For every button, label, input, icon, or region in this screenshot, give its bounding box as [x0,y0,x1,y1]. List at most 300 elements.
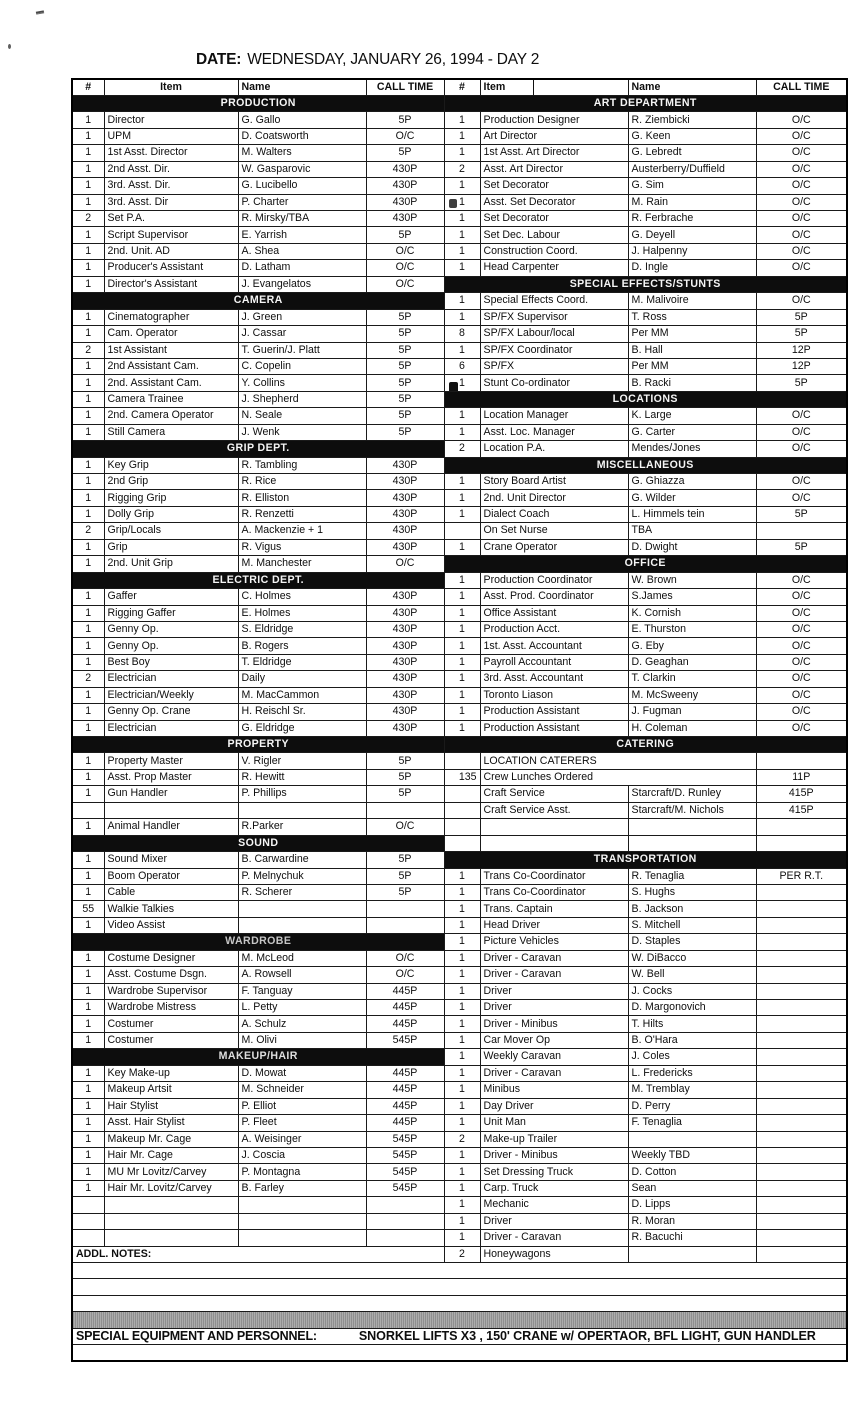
name-cell: S. Eldridge [238,621,366,637]
calltime-cell [366,901,444,917]
calltime-cell: 5P [366,309,444,325]
calltime-cell: O/C [366,950,444,966]
table-row [72,309,847,325]
num-cell: 1 [72,967,104,983]
calltime-cell: 430P [366,605,444,621]
table-row [72,737,847,753]
calltime-cell: 430P [366,490,444,506]
calltime-cell: 430P [366,654,444,670]
table-row [72,1065,847,1081]
calltime-cell: 445P [366,1082,444,1098]
calltime-cell: O/C [756,211,847,227]
num-cell: 1 [72,917,104,933]
num-cell: 1 [72,786,104,802]
name-cell: D. Staples [628,934,756,950]
num-cell: 1 [444,1098,480,1114]
table-row [72,1098,847,1114]
calltime-cell: 445P [366,1000,444,1016]
calltime-cell: 430P [366,589,444,605]
item-cell: Construction Coord. [480,243,628,259]
calltime-cell [756,1082,847,1098]
calltime-cell [756,1131,847,1147]
num-cell: 1 [444,243,480,259]
calltime-cell: O/C [756,441,847,457]
num-cell: 1 [72,819,104,835]
name-cell: B. O'Hara [628,1032,756,1048]
calltime-cell: 545P [366,1164,444,1180]
item-cell: Trans. Captain [480,901,628,917]
num-cell: 1 [444,1164,480,1180]
name-cell: Austerberry/Duffield [628,161,756,177]
item-cell: MU Mr Lovitz/Carvey [104,1164,238,1180]
num-cell: 1 [72,769,104,785]
name-cell: J. Coles [628,1049,756,1065]
item-cell: Makeup Artsit [104,1082,238,1098]
scan-artifact [8,44,11,49]
section-bar-art-department: ART DEPARTMENT [444,95,847,111]
num-cell: 1 [444,227,480,243]
name-cell: R. Scherer [238,884,366,900]
num-cell: 2 [72,671,104,687]
calltime-cell [756,1098,847,1114]
num-cell: 1 [444,1032,480,1048]
num-cell: 1 [72,605,104,621]
num-cell: 1 [72,227,104,243]
item-cell: Crane Operator [480,539,628,555]
num-cell: 1 [444,967,480,983]
section-bar-production: PRODUCTION [72,95,444,111]
name-cell: G. Deyell [628,227,756,243]
table-row [72,802,847,818]
name-cell: D. Lipps [628,1197,756,1213]
table-row [72,227,847,243]
calltime-cell [756,819,847,835]
addl-notes-label: ADDL. NOTES: [72,1246,444,1262]
calltime-cell [366,917,444,933]
name-cell: L. Himmels tein [628,506,756,522]
calltime-cell [366,802,444,818]
name-cell [238,802,366,818]
num-cell: 1 [444,474,480,490]
num-cell: 1 [72,408,104,424]
item-cell: 2nd. Camera Operator [104,408,238,424]
calltime-cell: 5P [366,145,444,161]
calltime-cell [756,1049,847,1065]
date-line [196,51,539,69]
calltime-cell [756,884,847,900]
item-cell: 2nd. Unit Director [480,490,628,506]
item-cell: Trans Co-Coordinator [480,868,628,884]
num-cell: 1 [72,1180,104,1196]
name-cell: B. Rogers [238,638,366,654]
calltime-cell: 5P [366,424,444,440]
name-cell: R. Hewitt [238,769,366,785]
name-cell: D. Dwight [628,539,756,555]
num-cell: 1 [72,375,104,391]
table-row [72,1082,847,1098]
calltime-cell: 415P [756,802,847,818]
num-cell: 2 [444,1131,480,1147]
num-cell: 1 [72,309,104,325]
calltime-cell: 445P [366,983,444,999]
item-cell: Set Dressing Truck [480,1164,628,1180]
num-cell: 1 [444,375,480,391]
name-cell: H. Coleman [628,720,756,736]
item-cell: Set Dec. Labour [480,227,628,243]
calltime-cell: O/C [756,161,847,177]
num-cell: 1 [444,1000,480,1016]
calltime-cell: 5P [756,506,847,522]
item-cell: Still Camera [104,424,238,440]
num-cell: 1 [72,983,104,999]
item-cell: Camera Trainee [104,391,238,407]
item-cell: Craft Service [480,786,628,802]
item-cell: 3rd. Asst. Dir [104,194,238,210]
section-bar-sound: SOUND [72,835,444,851]
name-cell: G. Gallo [238,112,366,128]
item-cell: Genny Op. [104,638,238,654]
name-cell: G. Lebredt [628,145,756,161]
item-cell: Carp. Truck [480,1180,628,1196]
item-cell: Production Assistant [480,704,628,720]
name-cell: T. Hilts [628,1016,756,1032]
calltime-cell: O/C [366,556,444,572]
name-cell: F. Tanguay [238,983,366,999]
num-cell: 1 [72,194,104,210]
item-cell: Set Decorator [480,178,628,194]
date-value: WEDNESDAY, JANUARY 26, 1994 - DAY 2 [247,51,540,68]
item-cell: 1st Assistant [104,342,238,358]
item-cell: Asst. Art Director [480,161,628,177]
table-row [72,293,847,309]
name-cell: R. Bacuchi [628,1230,756,1246]
calltime-cell: 430P [366,720,444,736]
item-cell: Day Driver [480,1098,628,1114]
calltime-cell: 415P [756,786,847,802]
name-cell: W. Brown [628,572,756,588]
calltime-cell: O/C [756,408,847,424]
calltime-cell: O/C [756,720,847,736]
calltime-cell: 430P [366,523,444,539]
item-cell: Asst. Hair Stylist [104,1115,238,1131]
num-cell: 1 [72,112,104,128]
calltime-cell: 430P [366,638,444,654]
item-cell: Driver - Caravan [480,967,628,983]
num-cell: 1 [444,490,480,506]
name-cell: A. Rowsell [238,967,366,983]
name-cell: Starcraft/M. Nichols [628,802,756,818]
special-equipment-row [72,1328,847,1344]
num-cell: 1 [72,358,104,374]
num-cell: 1 [72,326,104,342]
table-row [72,621,847,637]
col-header-name-left: Name [238,79,366,95]
table-row [72,769,847,785]
calltime-cell: 5P [366,884,444,900]
calltime-cell: O/C [756,490,847,506]
section-bar-makeup-hair: MAKEUP/HAIR [72,1049,444,1065]
name-cell: A. Mackenzie + 1 [238,523,366,539]
num-cell: 1 [444,1230,480,1246]
calltime-cell: O/C [756,589,847,605]
item-cell: 1st Asst. Art Director [480,145,628,161]
calltime-cell: 5P [756,309,847,325]
name-cell: D. Perry [628,1098,756,1114]
name-cell: R. Tambling [238,457,366,473]
item-cell: Head Driver [480,917,628,933]
section-bar-office: OFFICE [444,556,847,572]
item-cell: SP/FX [480,358,628,374]
table-row [72,638,847,654]
table-row [72,983,847,999]
table-row [72,1147,847,1163]
name-cell: Y. Collins [238,375,366,391]
special-equipment-label: SPECIAL EQUIPMENT AND PERSONNEL: [76,1328,317,1343]
num-cell: 1 [444,868,480,884]
calltime-cell [756,1213,847,1229]
num-cell: 1 [72,1147,104,1163]
calltime-cell: O/C [756,621,847,637]
name-cell: R. Mirsky/TBA [238,211,366,227]
name-cell [238,901,366,917]
item-cell: Hair Stylist [104,1098,238,1114]
num-cell: 1 [444,145,480,161]
name-cell: Weekly TBD [628,1147,756,1163]
name-cell: D. Margonovich [628,1000,756,1016]
col-header-item-left: Item [104,79,238,95]
num-cell: 1 [72,1032,104,1048]
name-cell: D. Ingle [628,260,756,276]
divider-row [72,1312,847,1328]
item-cell: Asst. Prod. Coordinator [480,589,628,605]
calltime-cell [756,1016,847,1032]
calltime-cell: 430P [366,161,444,177]
num-cell: 1 [444,917,480,933]
table-row [72,391,847,407]
name-cell: M. Olivi [238,1032,366,1048]
item-cell: Grip [104,539,238,555]
num-cell [444,753,480,769]
table-row [72,506,847,522]
name-cell: M. MacCammon [238,687,366,703]
calltime-cell: 5P [366,753,444,769]
num-cell: 1 [72,1115,104,1131]
calltime-cell: 445P [366,1016,444,1032]
num-cell: 1 [444,1213,480,1229]
name-cell: TBA [628,523,756,539]
table-row [72,457,847,473]
name-cell: Sean [628,1180,756,1196]
num-cell: 1 [444,1082,480,1098]
name-cell: M. Malivoire [628,293,756,309]
calltime-cell: O/C [756,572,847,588]
name-cell: D. Mowat [238,1065,366,1081]
blank-cell [72,1295,847,1311]
name-cell [628,835,756,851]
table-row [72,243,847,259]
calltime-cell [756,753,847,769]
calltime-cell [756,934,847,950]
item-cell: Driver - Caravan [480,1230,628,1246]
name-cell: E. Yarrish [238,227,366,243]
calltime-cell: O/C [756,704,847,720]
calltime-cell: O/C [756,474,847,490]
section-bar-wardrobe: WARDROBE [72,934,444,950]
name-cell: M. Schneider [238,1082,366,1098]
name-cell: G. Sim [628,178,756,194]
table-row [72,161,847,177]
table-row [72,1131,847,1147]
num-cell: 6 [444,358,480,374]
blank-full-row [72,1279,847,1295]
table-row [72,868,847,884]
item-cell: Property Master [104,753,238,769]
item-cell: Wardrobe Supervisor [104,983,238,999]
table-row [72,211,847,227]
num-cell: 1 [444,260,480,276]
num-cell: 1 [444,654,480,670]
num-cell [72,1213,104,1229]
name-cell [238,1230,366,1246]
name-cell: A. Schulz [238,1016,366,1032]
item-cell: Weekly Caravan [480,1049,628,1065]
calltime-cell: 430P [366,474,444,490]
name-cell: H. Reischl Sr. [238,704,366,720]
table-row [72,605,847,621]
calltime-cell: 5P [756,375,847,391]
calltime-cell: 430P [366,687,444,703]
table-row [72,1115,847,1131]
name-cell: B. Carwardine [238,852,366,868]
num-cell: 1 [72,704,104,720]
item-cell: Location P.A. [480,441,628,457]
table-row [72,145,847,161]
name-cell: Per MM [628,326,756,342]
item-cell: Grip/Locals [104,523,238,539]
num-cell: 1 [444,950,480,966]
num-cell: 1 [444,539,480,555]
num-cell: 1 [72,1065,104,1081]
item-cell: Rigging Grip [104,490,238,506]
num-cell: 1 [444,1049,480,1065]
name-cell: J. Cassar [238,326,366,342]
num-cell: 1 [444,687,480,703]
table-row [72,572,847,588]
col-header-name-right: Name [628,79,756,95]
item-cell: Electrician [104,720,238,736]
num-cell: 1 [444,572,480,588]
blank-cell [72,1345,847,1361]
calltime-cell: 445P [366,1098,444,1114]
name-cell: G. Carter [628,424,756,440]
num-cell: 1 [444,621,480,637]
table-row [72,753,847,769]
num-cell: 1 [72,654,104,670]
item-cell: Location Manager [480,408,628,424]
table-row [72,1230,847,1246]
merged-label-cell: Crew Lunches Ordered [480,769,756,785]
item-cell: Driver - Caravan [480,1065,628,1081]
table-row [72,1016,847,1032]
item-cell: Genny Op. Crane [104,704,238,720]
name-cell: P. Melnychuk [238,868,366,884]
section-bar-catering: CATERING [444,737,847,753]
item-cell: Minibus [480,1082,628,1098]
item-cell: Gaffer [104,589,238,605]
table-row [72,917,847,933]
item-cell: Script Supervisor [104,227,238,243]
item-cell: 2nd. Assistant Cam. [104,375,238,391]
item-cell [104,1213,238,1229]
calltime-cell: O/C [756,227,847,243]
num-cell: 1 [72,424,104,440]
table-row [72,342,847,358]
table-row [72,326,847,342]
calltime-cell: 5P [756,326,847,342]
name-cell: K. Large [628,408,756,424]
table-row [72,490,847,506]
name-cell: E. Thurston [628,621,756,637]
col-header-item-right: Item [480,79,628,95]
calltime-cell: 5P [366,391,444,407]
item-cell: 2nd. Unit. AD [104,243,238,259]
num-cell: 1 [444,112,480,128]
item-cell: Sound Mixer [104,852,238,868]
name-cell: R. Ziembicki [628,112,756,128]
section-bar-miscellaneous: MISCELLANEOUS [444,457,847,473]
calltime-cell: 5P [366,342,444,358]
item-cell: Walkie Talkies [104,901,238,917]
num-cell: 1 [444,1147,480,1163]
item-cell [480,835,628,851]
calltime-cell: O/C [366,243,444,259]
section-bar-transportation: TRANSPORTATION [444,852,847,868]
calltime-cell: O/C [366,967,444,983]
num-cell: 1 [444,638,480,654]
name-cell: R. Ferbrache [628,211,756,227]
crew-table [71,78,848,1362]
item-cell: Costumer [104,1032,238,1048]
calltime-cell [756,835,847,851]
item-cell: Set Decorator [480,211,628,227]
num-cell: 1 [444,128,480,144]
calltime-cell: 5P [366,112,444,128]
table-row [72,967,847,983]
name-cell [628,1246,756,1262]
name-cell: D. Geaghan [628,654,756,670]
table-row [72,704,847,720]
blank-full-row [72,1263,847,1279]
name-cell: G. Eldridge [238,720,366,736]
name-cell: A. Shea [238,243,366,259]
name-cell: M. McLeod [238,950,366,966]
calltime-cell: O/C [366,128,444,144]
table-row [72,556,847,572]
num-cell: 1 [72,1016,104,1032]
calltime-cell: 11P [756,769,847,785]
table-row [72,654,847,670]
name-cell: T. Ross [628,309,756,325]
col-header-calltime-left: CALL TIME [366,79,444,95]
calltime-cell: 5P [366,786,444,802]
num-cell: 1 [444,178,480,194]
item-cell: Driver [480,983,628,999]
name-cell: D. Latham [238,260,366,276]
section-bar-property: PROPERTY [72,737,444,753]
calltime-cell [756,523,847,539]
num-cell: 55 [72,901,104,917]
col-header-calltime-right: CALL TIME [756,79,847,95]
